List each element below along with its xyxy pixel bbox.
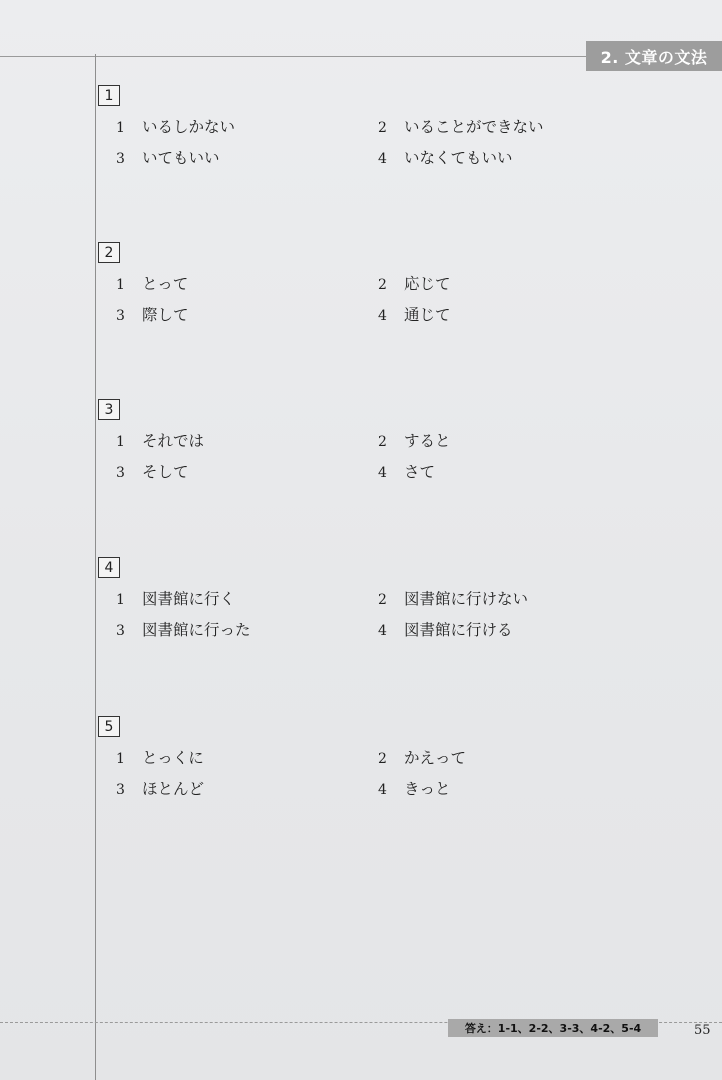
option: 3 ほとんど <box>116 780 205 798</box>
option: 4 図書館に行ける <box>378 621 513 639</box>
question-number: 4 <box>98 557 120 578</box>
option: 2 すると <box>378 432 451 450</box>
option: 1 それでは <box>116 432 205 450</box>
section-title: 2. 文章の文法 <box>586 41 722 71</box>
question-number: 2 <box>98 242 120 263</box>
question-number: 1 <box>98 85 120 106</box>
question-number: 5 <box>98 716 120 737</box>
option: 1 とっくに <box>116 749 204 767</box>
answer-key: 答え：1-1、2-2、3-3、4-2、5-4 <box>448 1019 658 1037</box>
question-block-4 <box>98 557 618 667</box>
option: 3 そして <box>116 463 189 481</box>
option: 2 かえって <box>378 749 467 767</box>
question-block-2 <box>98 242 618 352</box>
top-rule <box>0 56 590 57</box>
option: 1 いるしかない <box>116 118 236 136</box>
option: 4 きっと <box>378 780 451 798</box>
option: 2 図書館に行けない <box>378 590 529 608</box>
option: 4 さて <box>378 463 436 481</box>
option: 1 図書館に行く <box>116 590 236 608</box>
page-number: 55 <box>694 1023 711 1038</box>
question-block-5 <box>98 716 618 826</box>
question-number: 3 <box>98 399 120 420</box>
option: 2 応じて <box>378 275 451 293</box>
option: 4 通じて <box>378 306 451 324</box>
option: 3 際して <box>116 306 189 324</box>
option: 3 いてもいい <box>116 149 220 167</box>
option: 2 いることができない <box>378 118 544 136</box>
option: 1 とって <box>116 275 189 293</box>
option: 4 いなくてもいい <box>378 149 513 167</box>
question-block-3 <box>98 399 618 509</box>
question-block-1 <box>98 85 618 195</box>
option: 3 図書館に行った <box>116 621 251 639</box>
margin-line <box>95 54 96 1080</box>
